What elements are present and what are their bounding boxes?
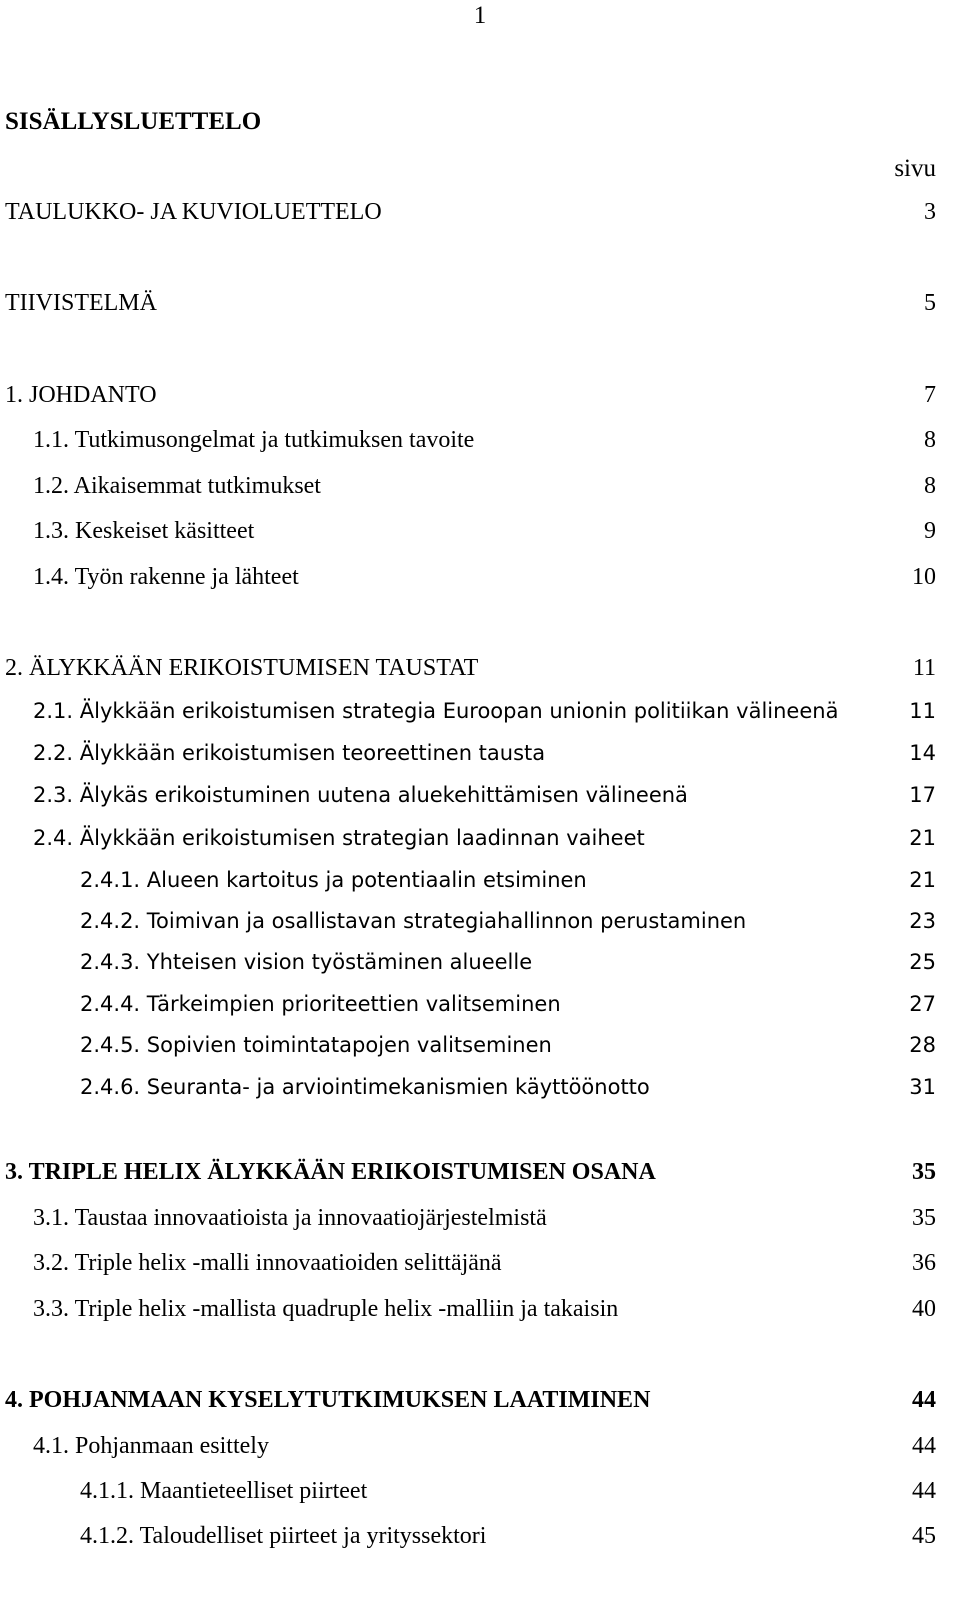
- toc-entry-label: 2.4.5. Sopivien toimintatapojen valitseminen: [80, 1033, 552, 1057]
- toc-entry[interactable]: [0, 564, 960, 598]
- toc-entry-label: TIIVISTELMÄ: [5, 290, 157, 316]
- toc-entry[interactable]: [0, 1478, 960, 1512]
- toc-title: SISÄLLYSLUETTELO: [5, 108, 262, 135]
- toc-entry-page: 36: [912, 1250, 936, 1276]
- toc-entry[interactable]: [0, 866, 960, 900]
- toc-entry-page: 35: [912, 1159, 936, 1185]
- toc-entry-label: 1. JOHDANTO: [5, 382, 157, 408]
- toc-entry-label: 2.4. Älykkään erikoistumisen strategian laadinnan vaiheet: [33, 826, 645, 850]
- toc-entry[interactable]: [0, 990, 960, 1024]
- toc-entry-page: 17: [909, 783, 936, 807]
- toc-entry-page: 31: [909, 1075, 936, 1099]
- toc-entry-page: 11: [912, 655, 936, 681]
- toc-entry[interactable]: [0, 1159, 960, 1193]
- toc-entry-label: 1.4. Työn rakenne ja lähteet: [33, 564, 299, 590]
- toc-entry-label: 4. POHJANMAAN KYSELYTUTKIMUKSEN LAATIMINEN: [5, 1387, 651, 1413]
- toc-entry[interactable]: [0, 199, 960, 233]
- toc-entry-page: 3: [924, 199, 936, 225]
- toc-entry-page: 25: [909, 950, 936, 974]
- toc-entry[interactable]: [0, 948, 960, 982]
- toc-entry-label: 2.2. Älykkään erikoistumisen teoreettinen tausta: [33, 741, 546, 765]
- toc-entry[interactable]: [0, 1250, 960, 1284]
- toc-entry-label: 4.1.2. Taloudelliset piirteet ja yrityssektori: [80, 1523, 487, 1549]
- toc-entry-page: 8: [924, 427, 936, 453]
- toc-entry[interactable]: [0, 427, 960, 461]
- toc-entry-page: 14: [909, 741, 936, 765]
- toc-entry-page: 7: [924, 382, 936, 408]
- toc-entry-page: 44: [912, 1387, 936, 1413]
- toc-entry-label: 1.3. Keskeiset käsitteet: [33, 518, 255, 544]
- toc-entry-label: 2.4.4. Tärkeimpien prioriteettien valitseminen: [80, 992, 561, 1016]
- toc-entry-page: 9: [924, 518, 936, 544]
- toc-entry-label: 4.1.1. Maantieteelliset piirteet: [80, 1478, 368, 1504]
- toc-entry[interactable]: [0, 382, 960, 416]
- toc-entry-label: 3.3. Triple helix -mallista quadruple helix -malliin ja takaisin: [33, 1296, 619, 1322]
- toc-entry-label: 2.1. Älykkään erikoistumisen strategia Euroopan unionin politiikan välineenä: [33, 699, 839, 723]
- toc-entry-page: 27: [909, 992, 936, 1016]
- toc-entry-page: 8: [924, 473, 936, 499]
- toc-entry-page: 44: [912, 1478, 936, 1504]
- toc-entry-page: 5: [924, 290, 936, 316]
- toc-entry[interactable]: [0, 655, 960, 689]
- toc-entry-label: 2.4.2. Toimivan ja osallistavan strategiahallinnon perustaminen: [80, 909, 747, 933]
- toc-entry-label: TAULUKKO- JA KUVIOLUETTELO: [5, 199, 382, 225]
- toc-entry[interactable]: [0, 1433, 960, 1467]
- toc-entry-label: 1.1. Tutkimusongelmat ja tutkimuksen tavoite: [33, 427, 475, 453]
- toc-entry[interactable]: [0, 1296, 960, 1330]
- toc-entry-page: 35: [912, 1205, 936, 1231]
- toc-entry[interactable]: [0, 1387, 960, 1421]
- toc-entry-page: 28: [909, 1033, 936, 1057]
- toc-entry-label: 2.3. Älykäs erikoistuminen uutena aluekehittämisen välineenä: [33, 783, 688, 807]
- toc-entry[interactable]: [0, 1523, 960, 1557]
- toc-entry-label: 2.4.1. Alueen kartoitus ja potentiaalin etsiminen: [80, 868, 587, 892]
- toc-entry[interactable]: [0, 781, 960, 815]
- toc-entry-label: 2.4.6. Seuranta- ja arviointimekanismien käyttöönotto: [80, 1075, 650, 1099]
- toc-entry-label: 2. ÄLYKKÄÄN ERIKOISTUMISEN TAUSTAT: [5, 655, 479, 681]
- toc-entry-page: 45: [912, 1523, 936, 1549]
- toc-entry[interactable]: [0, 697, 960, 731]
- toc-entry-page: 40: [912, 1296, 936, 1322]
- toc-entry-label: 4.1. Pohjanmaan esittely: [33, 1433, 269, 1459]
- toc-entry-page: 23: [909, 909, 936, 933]
- toc-entry-page: 21: [909, 826, 936, 850]
- toc-entry-page: 10: [912, 564, 936, 590]
- toc-entry-page: 21: [909, 868, 936, 892]
- toc-entry-label: 3. TRIPLE HELIX ÄLYKKÄÄN ERIKOISTUMISEN OSANA: [5, 1159, 656, 1185]
- toc-entry-page: 11: [909, 699, 936, 723]
- toc-entry[interactable]: [0, 824, 960, 858]
- toc-entry[interactable]: [0, 518, 960, 552]
- toc-entry-label: 2.4.3. Yhteisen vision työstäminen alueelle: [80, 950, 533, 974]
- toc-entry[interactable]: [0, 1205, 960, 1239]
- page-number: 1: [473, 2, 487, 29]
- toc-entry[interactable]: [0, 473, 960, 507]
- toc-entry[interactable]: [0, 907, 960, 941]
- toc-entry[interactable]: [0, 739, 960, 773]
- toc-entry[interactable]: [0, 290, 960, 324]
- toc-entry-label: 1.2. Aikaisemmat tutkimukset: [33, 473, 321, 499]
- toc-entry-page: 44: [912, 1433, 936, 1459]
- toc-entry-label: 3.1. Taustaa innovaatioista ja innovaatiojärjestelmistä: [33, 1205, 547, 1231]
- toc-entry[interactable]: [0, 1073, 960, 1107]
- page-column-label: sivu: [894, 155, 936, 182]
- toc-entry[interactable]: [0, 1031, 960, 1065]
- toc-entry-label: 3.2. Triple helix -malli innovaatioiden selittäjänä: [33, 1250, 502, 1276]
